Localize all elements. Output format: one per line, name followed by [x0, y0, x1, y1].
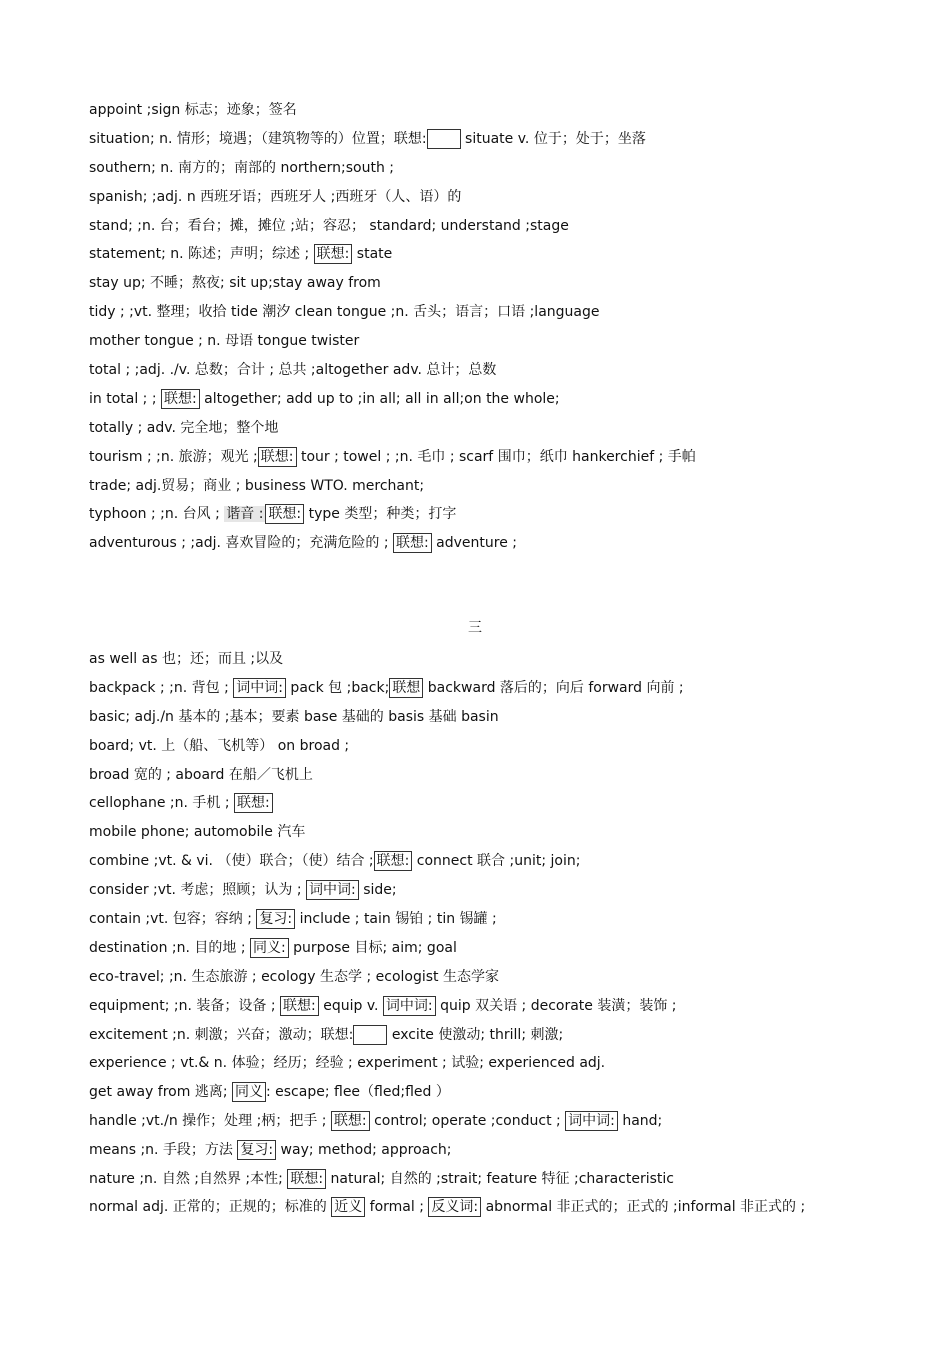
- entry-text: equip v.: [318, 997, 383, 1014]
- entry-line: [89, 1165, 879, 1194]
- entry-text: state: [352, 246, 393, 263]
- entry-line: [89, 818, 879, 847]
- entry-text: total ; ;adj. ./v. 总数；合计 ; 总共 ;altogether adv. 总计；总数: [89, 362, 497, 379]
- entry-text: in total ; ;: [89, 390, 162, 407]
- boxed-label: 联想:: [161, 389, 200, 409]
- entry-text: adventurous ; ;adj. 喜欢冒险的；充满危险的 ;: [89, 535, 393, 552]
- entry-text: destination ;n. 目的地 ;: [89, 939, 250, 956]
- entry-text: board; vt. 上（船、飞机等） on broad ;: [89, 737, 350, 754]
- boxed-label: 联想:: [374, 851, 413, 871]
- entry-line: [89, 96, 879, 125]
- entry-line: [89, 500, 879, 529]
- entry-text: nature ;n. 自然 ;自然界 ;本性;: [89, 1171, 288, 1188]
- entry-text: totally ; adv. 完全地；整个地: [89, 419, 279, 436]
- boxed-label: 联想: [389, 678, 423, 698]
- entry-text: spanish; ;adj. n 西班牙语；西班牙人 ;西班牙（人、语）的: [89, 188, 462, 205]
- entry-line: [89, 240, 879, 269]
- entry-text: backpack ; ;n. 背包 ;: [89, 679, 234, 696]
- entry-text: combine ;vt. & vi. （使）联合；（使）结合 ;: [89, 853, 374, 870]
- entry-line: [89, 356, 879, 385]
- entry-text: tour ; towel ; ;n. 毛巾 ; scarf 围巾；纸巾 hankerchief ; 手帕: [296, 448, 696, 465]
- entry-text: broad 宽的 ; aboard 在船／飞机上: [89, 766, 313, 783]
- boxed-label: 同义: [232, 1082, 266, 1102]
- entry-text: tourism ; ;n. 旅游；观光 ;: [89, 448, 258, 465]
- boxed-label: 联想:: [287, 1169, 326, 1189]
- boxed-label: 联想:: [331, 1111, 370, 1131]
- entry-line: [89, 876, 879, 905]
- blank-box: [427, 129, 461, 149]
- entry-line: [89, 732, 879, 761]
- entry-text: include ; tain 锡铂 ; tin 锡罐 ;: [295, 911, 497, 928]
- entry-line: [89, 905, 879, 934]
- entry-text: abnormal 非正式的；正式的 ;informal 非正式的 ;: [481, 1198, 806, 1215]
- entry-line: [89, 934, 879, 963]
- boxed-label: 联想:: [314, 244, 353, 264]
- entry-line: [89, 1049, 879, 1078]
- entry-text: as well as 也；还；而且 ;以及: [89, 651, 284, 667]
- entry-text: backward 落后的；向后 forward 向前 ;: [423, 679, 684, 696]
- entry-text: trade; adj.贸易；商业 ; business WTO. merchant;: [89, 477, 425, 494]
- entry-text: appoint ;sign 标志；迹象；签名: [89, 102, 297, 118]
- entry-line: [89, 847, 879, 876]
- entry-text: : escape; flee（fled;fled ）: [265, 1084, 450, 1101]
- entry-line: [89, 443, 879, 472]
- entry-text: equipment; ;n. 装备；设备 ;: [89, 997, 281, 1014]
- entry-line: [89, 212, 879, 241]
- entry-text: means ;n. 手段；方法: [89, 1142, 238, 1159]
- section-number: 三: [468, 620, 482, 636]
- entry-text: get away from 逃离;: [89, 1084, 232, 1101]
- boxed-label: 联想:: [234, 793, 273, 813]
- boxed-label: 联想:: [258, 447, 297, 467]
- entry-line: [89, 963, 879, 992]
- entry-text: stand; ;n. 台；看台；摊，摊位 ;站；容忍； standard; understand ;stage: [89, 217, 569, 234]
- entry-text: consider ;vt. 考虑；照顾；认为 ;: [89, 882, 307, 899]
- blank-box: [353, 1025, 387, 1045]
- boxed-label: 词中词:: [383, 996, 436, 1016]
- entry-line: [89, 414, 879, 443]
- boxed-label: 联想:: [265, 504, 304, 524]
- entry-line: [89, 183, 879, 212]
- boxed-label: 复习:: [237, 1140, 276, 1160]
- entry-line: [89, 472, 879, 501]
- boxed-label: 复习:: [256, 909, 295, 929]
- entry-text: way; method; approach;: [276, 1142, 452, 1159]
- boxed-label: 联想:: [393, 533, 432, 553]
- entry-text: natural; 自然的 ;strait; feature 特征 ;characteristic: [326, 1171, 674, 1188]
- entry-text: control; operate ;conduct ;: [369, 1113, 566, 1130]
- boxed-label: 同义:: [250, 938, 289, 958]
- entry-text: experience ; vt.& n. 体验；经历；经验 ; experiment ; 试验; experienced adj.: [89, 1055, 606, 1072]
- entry-line: [89, 1078, 879, 1107]
- boxed-label: 联想:: [280, 996, 319, 1016]
- entry-line: [89, 703, 879, 732]
- entry-line: [89, 1107, 879, 1136]
- entry-text: pack 包 ;back;: [285, 679, 390, 696]
- entry-text: side;: [358, 882, 397, 899]
- entry-text: connect 联合 ;unit; join;: [412, 853, 581, 870]
- entry-line: [89, 125, 879, 154]
- shaded-label: 谐音 :: [226, 506, 264, 523]
- entry-line: [89, 1136, 879, 1165]
- entry-text: purpose 目标; aim; goal: [288, 939, 457, 956]
- entry-text: adventure ;: [431, 535, 517, 552]
- boxed-label: 词中词:: [233, 678, 286, 698]
- entry-line: [89, 327, 879, 356]
- entry-text: eco-travel; ;n. 生态旅游 ; ecology 生态学 ; ecologist 生态学家: [89, 968, 499, 985]
- boxed-label: 反义词:: [428, 1197, 481, 1217]
- entry-line: [89, 992, 879, 1021]
- entry-text: formal ;: [365, 1198, 429, 1215]
- entry-text: excite 使激动; thrill; 刺激;: [387, 1026, 564, 1043]
- entry-text: excitement ;n. 刺激；兴奋；激动；联想:: [89, 1026, 354, 1043]
- entry-line: [89, 298, 879, 327]
- entry-text: tidy ; ;vt. 整理；收拾 tide 潮汐 clean tongue ;n. 舌头；语言；口语 ;language: [89, 304, 600, 321]
- entry-text: type 类型；种类；打字: [304, 506, 457, 523]
- entry-text: quip 双关语 ; decorate 装潢；装饰 ;: [435, 997, 677, 1014]
- vocabulary-section-one: [89, 96, 879, 558]
- entry-text: handle ;vt./n 操作；处理 ;柄；把手 ;: [89, 1113, 331, 1130]
- entry-line: [89, 645, 879, 674]
- entry-text: cellophane ;n. 手机 ;: [89, 795, 235, 812]
- entry-line: [89, 529, 879, 558]
- entry-text: situate v. 位于；处于；坐落: [460, 130, 646, 147]
- entry-line-wrapped: [89, 1194, 879, 1221]
- entry-text: mobile phone; automobile 汽车: [89, 824, 306, 841]
- entry-text: hand;: [617, 1113, 663, 1130]
- entry-line: [89, 1021, 879, 1050]
- entry-text: basic; adj./n 基本的 ;基本；要素 base 基础的 basis 基础 basin: [89, 708, 499, 725]
- boxed-label: 近义: [331, 1197, 365, 1217]
- entry-line: [89, 761, 879, 790]
- entry-line: [89, 269, 879, 298]
- boxed-label: 词中词:: [565, 1111, 618, 1131]
- entry-line: [89, 154, 879, 183]
- entry-text: contain ;vt. 包容；容纳 ;: [89, 911, 257, 928]
- entry-line: [89, 789, 879, 818]
- entry-text: typhoon ; ;n. 台风 ;: [89, 506, 225, 523]
- entry-text: stay up; 不睡；熬夜; sit up;stay away from: [89, 275, 381, 292]
- boxed-label: 词中词:: [306, 880, 359, 900]
- entry-line: [89, 674, 879, 703]
- entry-text: mother tongue ; n. 母语 tongue twister: [89, 333, 360, 350]
- entry-text: normal adj. 正常的；正规的；标准的: [89, 1198, 332, 1215]
- vocabulary-section-two: [89, 645, 879, 1221]
- entry-text: situation; n. 情形；境遇；（建筑物等的）位置；联想:: [89, 130, 427, 147]
- entry-line: [89, 385, 879, 414]
- entry-text: southern; n. 南方的；南部的 northern;south ;: [89, 159, 395, 176]
- entry-text: statement; n. 陈述；声明；综述 ;: [89, 246, 314, 263]
- entry-text: altogether; add up to ;in all; all in all;on the whole;: [199, 390, 560, 407]
